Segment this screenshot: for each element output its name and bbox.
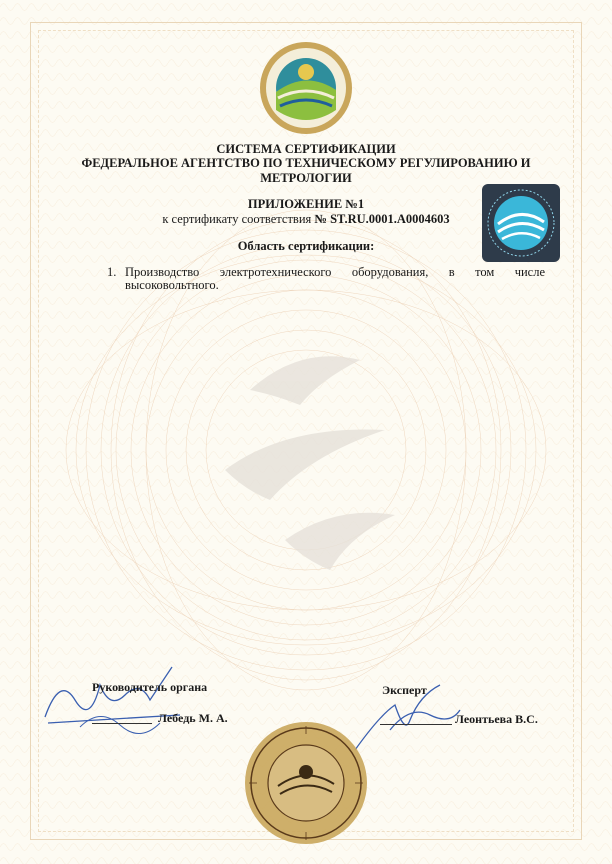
scope-word: электротехнического <box>219 265 332 279</box>
system-title: СИСТЕМА СЕРТИФИКАЦИИ <box>216 142 396 156</box>
scope-title: Область сертификации: <box>237 239 375 253</box>
head-of-body-name: Лебедь М. А. <box>158 711 228 725</box>
expert-name: Леонтьева В.С. <box>455 712 538 726</box>
certificate-prefix: к сертификату соответствия <box>162 212 312 226</box>
scope-word: числе <box>514 265 545 279</box>
scope-word: Производство <box>125 265 200 279</box>
agency-title-cont: МЕТРОЛОГИИ <box>260 171 352 185</box>
appendix-title: ПРИЛОЖЕНИЕ №1 <box>247 197 365 211</box>
scope-item-number: 1. <box>107 265 117 279</box>
scope-word: том <box>475 265 495 279</box>
scope-word: в <box>448 265 455 279</box>
signature-line-left <box>92 723 152 724</box>
certificate-reference <box>60 212 552 227</box>
head-of-body-label: Руководитель органа <box>92 680 208 694</box>
signature-line-right <box>380 724 452 725</box>
scope-word: оборудования, <box>351 265 429 279</box>
official-stamp-seal <box>243 720 369 846</box>
scope-list <box>107 266 545 292</box>
agency-title: ФЕДЕРАЛЬНОЕ АГЕНТСТВО ПО ТЕХНИЧЕСКОМУ РЕГУЛИРОВАНИЮ И <box>81 156 531 170</box>
certificate-number: № ST.RU.0001.A0004603 <box>314 212 450 226</box>
handwritten-signature-left <box>40 655 190 745</box>
expert-label: Эксперт <box>382 683 427 697</box>
scope-item <box>107 266 545 292</box>
mcp-standard-logo-seal <box>258 40 354 136</box>
scope-item-line2: высоковольтного. <box>125 278 219 292</box>
